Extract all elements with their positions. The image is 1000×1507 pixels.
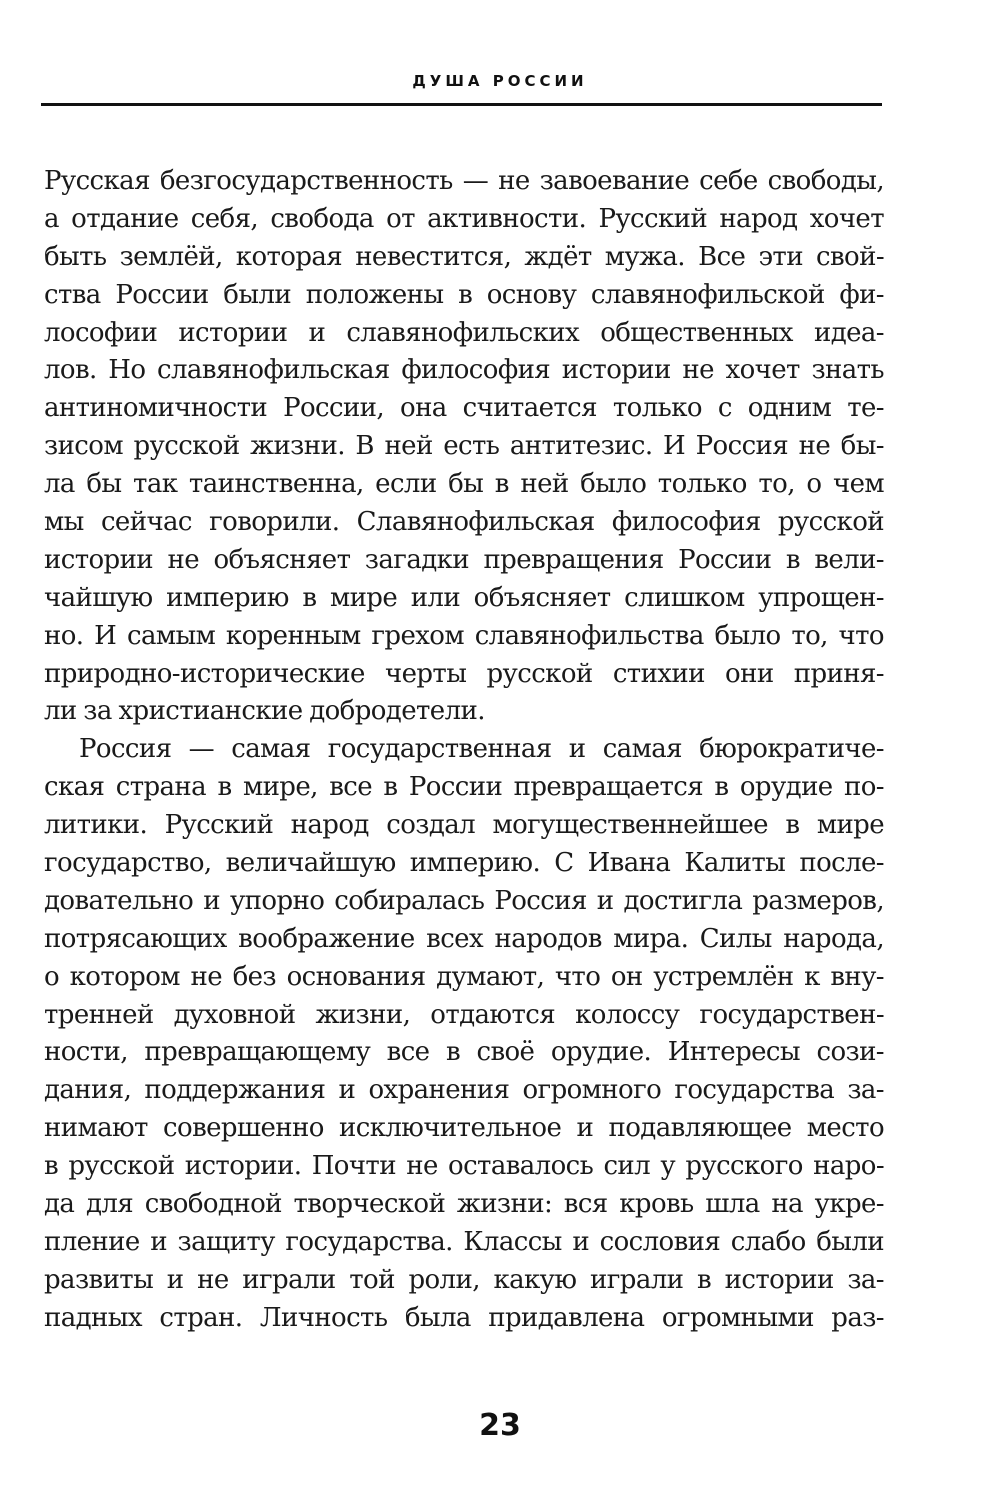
text-line: ли за христианские добродетели. <box>44 696 485 727</box>
text-line: быть землёй, которая невестится, ждёт мужа. Все эти свой- <box>44 241 884 272</box>
running-head: ДУША РОССИИ <box>412 72 588 90</box>
text-line: о котором не без основания думают, что он устремлён к вну- <box>44 961 884 992</box>
text-line: дания, поддержания и охранения огромного государства за- <box>44 1075 884 1106</box>
text-line: Русская безгосударственность — не завоевание себе свободы, <box>44 166 884 196</box>
text-line: чайшую империю в мире или объясняет слишком упрощен- <box>44 582 884 613</box>
text-line: пление и защиту государства. Классы и сословия слабо были <box>44 1226 884 1257</box>
text-line: лософии истории и славянофильских общественных идеа- <box>44 317 884 348</box>
text-line: природно-исторические черты русской стихии они приня- <box>44 658 884 689</box>
text-line: потрясающих воображение всех народов мира. Силы народа, <box>44 923 884 954</box>
text-line: антиномичности России, она считается только с одним те- <box>44 393 884 424</box>
text-line: нимают совершенно исключительное и подавляющее место <box>44 1113 884 1144</box>
header-rule <box>41 103 882 106</box>
text-line: тренней духовной жизни, отдаются колоссу государствен- <box>44 999 884 1030</box>
text-line: зисом русской жизни. В ней есть антитезис. И Россия не бы- <box>44 431 884 462</box>
text-line: государство, величайшую империю. С Ивана Калиты после- <box>44 848 884 879</box>
paragraph-1 <box>44 163 884 731</box>
text-line: довательно и упорно собиралась Россия и достигла размеров, <box>44 885 884 916</box>
text-line: мы сейчас говорили. Славянофильская философия русской <box>44 507 884 538</box>
page-number: 23 <box>479 1408 521 1443</box>
text-line: истории не объясняет загадки превращения России в вели- <box>44 544 884 575</box>
text-line: в русской истории. Почти не оставалось сил у русского наро- <box>44 1151 884 1182</box>
text-line: ства России были положены в основу славянофильской фи- <box>44 279 884 310</box>
body-text <box>44 163 884 1338</box>
text-line: литики. Русский народ создал могущественнейшее в мире <box>44 810 884 841</box>
text-line: ности, превращающему все в своё орудие. Интересы сози- <box>44 1037 884 1068</box>
text-line: Россия — самая государственная и самая бюрократиче- <box>79 734 884 765</box>
text-line: развиты и не играли той роли, какую играли в истории за- <box>44 1264 884 1295</box>
text-line: ская страна в мире, все в России превращается в орудие по- <box>44 772 884 803</box>
text-line: ла бы так таинственна, если бы в ней было только то, о чем <box>44 469 884 500</box>
text-line: а отдание себя, свобода от активности. Русский народ хочет <box>44 203 884 234</box>
text-line: но. И самым коренным грехом славянофильства было то, что <box>44 620 884 651</box>
paragraph-2 <box>44 731 884 1337</box>
text-line: лов. Но славянофильская философия истории не хочет знать <box>44 355 884 386</box>
text-line: падных стран. Личность была придавлена огромными раз- <box>44 1302 884 1333</box>
text-line: да для свободной творческой жизни: вся кровь шла на укре- <box>44 1189 884 1220</box>
